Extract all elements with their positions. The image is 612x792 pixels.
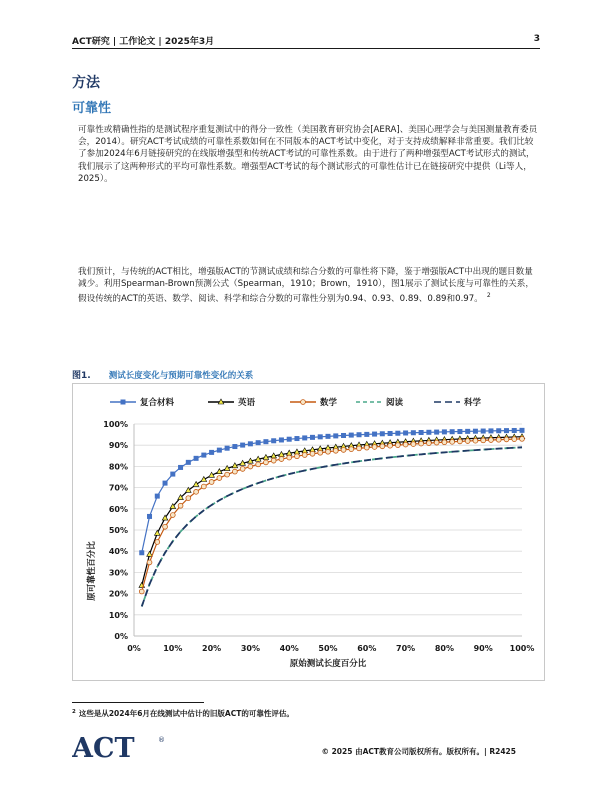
data-point xyxy=(271,438,276,443)
data-point xyxy=(248,441,253,446)
logo-text: ACT xyxy=(72,733,135,764)
header-rule xyxy=(72,48,540,49)
footnote xyxy=(72,708,294,719)
data-point xyxy=(372,432,377,437)
data-point xyxy=(403,442,408,447)
data-point xyxy=(310,451,315,456)
x-tick-label: 50% xyxy=(318,644,338,653)
y-tick-label: 70% xyxy=(108,483,128,493)
x-tick-label: 30% xyxy=(240,644,260,653)
data-point xyxy=(170,513,175,518)
data-point xyxy=(302,435,307,440)
data-point xyxy=(232,444,237,449)
data-point xyxy=(520,436,525,441)
data-point xyxy=(411,442,416,447)
figure-title: 测试长度变化与预期可靠性变化的关系 xyxy=(108,371,254,381)
data-point xyxy=(349,433,354,438)
data-point xyxy=(209,480,214,485)
data-point xyxy=(426,430,431,435)
data-point xyxy=(194,456,199,461)
data-point xyxy=(388,431,393,436)
data-point xyxy=(473,438,478,443)
data-point xyxy=(457,429,462,434)
data-point xyxy=(504,437,509,442)
data-point xyxy=(504,428,509,433)
data-point xyxy=(302,453,307,458)
data-point xyxy=(395,443,400,448)
data-point xyxy=(139,589,144,594)
data-point xyxy=(496,428,501,433)
data-point xyxy=(155,494,160,499)
data-point xyxy=(147,514,152,519)
reliability-chart xyxy=(72,383,545,681)
y-tick-label: 50% xyxy=(108,526,128,535)
data-point xyxy=(364,445,369,450)
data-point xyxy=(155,540,160,545)
data-point xyxy=(458,439,463,444)
data-point xyxy=(419,430,424,435)
data-point xyxy=(364,432,369,437)
y-tick-label: 60% xyxy=(108,504,128,514)
legend-marker xyxy=(301,400,306,405)
copyright: © 2025 由ACT教育公司版权所有。版权所有。| R2425 xyxy=(321,747,516,756)
data-point xyxy=(512,428,517,433)
data-point xyxy=(380,431,385,436)
data-point xyxy=(139,550,144,555)
logo-registered-mark: ® xyxy=(158,736,165,744)
x-tick-label: 10% xyxy=(163,644,183,653)
paragraph-reliability: 可靠性或精确性指的是测试程序重复测试中的得分一致性（美国教育研究协会[AERA]、美国心理学会与美国测量教育委员会，2014）。研究ACT考试成绩的可靠性系数如何在不同版本的ACT考试中变化，对于支持成绩解释非常重要。我们比较了参加2024年6月链接研究的在线版增强型和传统ACT考试的可靠性系数。由于进行了两种增强型ACT考试形式的测试，我们展示了这两种形式的平均可靠性系数。增强型ACT考试的每个测试形式的可靠性估计已在链接研究中提供（Li等人，2025）。 xyxy=(78,125,538,184)
data-point xyxy=(388,443,393,448)
figure-label: 图1. xyxy=(72,371,91,381)
data-point xyxy=(163,481,168,486)
data-point xyxy=(186,460,191,465)
data-point xyxy=(450,439,455,444)
x-tick-label: 40% xyxy=(279,644,299,653)
data-point xyxy=(512,437,517,442)
data-point xyxy=(263,439,268,444)
x-tick-label: 20% xyxy=(202,644,222,653)
footnote-ref: 2 xyxy=(486,292,491,300)
data-point xyxy=(178,503,183,508)
data-point xyxy=(489,438,494,443)
x-tick-label: 80% xyxy=(434,644,454,653)
y-tick-label: 30% xyxy=(108,568,128,578)
data-point xyxy=(434,430,439,435)
x-axis-label: 原始测试长度百分比 xyxy=(289,659,367,669)
data-point xyxy=(232,469,237,474)
data-point xyxy=(403,430,408,435)
footnote-number: 2 xyxy=(72,708,76,715)
data-point xyxy=(256,440,261,445)
data-point xyxy=(473,429,478,434)
data-point xyxy=(333,448,338,453)
data-point xyxy=(194,489,199,494)
footnote-rule xyxy=(72,702,204,703)
paragraph-prediction-text: 我们预计，与传统的ACT相比，增强版ACT的节测试成绩和综合分数的可靠性将下降，鉴于增强版ACT中出现的题目数量减少。利用Spearman-Brown预测公式（Spearman，1910；Brown，1910），图1展示了测试长度与可靠性的关系，假设传统的ACT的英语、数学、阅读、科学和综合分数的可靠性分别为0.94、0.93、0.89、0.89和0.97。 xyxy=(78,267,534,305)
data-point xyxy=(411,430,416,435)
y-tick-label: 80% xyxy=(108,462,128,472)
data-point xyxy=(201,453,206,458)
legend-label: 科学 xyxy=(464,398,482,408)
data-point xyxy=(225,446,230,451)
x-tick-label: 70% xyxy=(396,644,416,653)
data-point xyxy=(248,464,253,469)
data-point xyxy=(481,429,486,434)
data-point xyxy=(147,560,152,565)
data-point xyxy=(481,438,486,443)
y-tick-label: 20% xyxy=(108,589,128,599)
running-header xyxy=(72,34,540,47)
data-point xyxy=(287,437,292,442)
data-point xyxy=(170,472,175,477)
data-point xyxy=(217,448,222,453)
data-point xyxy=(225,472,230,477)
data-point xyxy=(256,462,261,467)
data-point xyxy=(341,433,346,438)
subsection-title: 可靠性 xyxy=(72,101,112,116)
legend-label: 数学 xyxy=(320,398,338,408)
y-tick-label: 40% xyxy=(108,547,128,557)
y-tick-label: 100% xyxy=(103,420,128,429)
data-point xyxy=(287,455,292,460)
footnote-text: 这些是从2024年6月在线测试中估计的旧版ACT的可靠性评估。 xyxy=(78,709,294,718)
data-point xyxy=(465,439,470,444)
data-point xyxy=(279,437,284,442)
act-logo xyxy=(72,730,172,764)
legend-label: 英语 xyxy=(238,398,256,408)
data-point xyxy=(488,428,493,433)
data-point xyxy=(201,484,206,489)
data-point xyxy=(357,432,362,437)
y-tick-label: 10% xyxy=(108,610,128,620)
x-tick-label: 90% xyxy=(473,644,493,653)
data-point xyxy=(426,441,431,446)
data-point xyxy=(209,450,214,455)
data-point xyxy=(271,458,276,463)
y-axis-label: 原可靠性百分比 xyxy=(87,541,97,601)
paragraph-prediction xyxy=(78,266,540,305)
legend-label: 阅读 xyxy=(386,398,404,408)
data-point xyxy=(310,435,315,440)
data-point xyxy=(419,441,424,446)
legend-label: 复合材料 xyxy=(140,398,175,408)
x-tick-label: 60% xyxy=(357,644,377,653)
data-point xyxy=(434,440,439,445)
data-point xyxy=(264,460,269,465)
data-point xyxy=(217,476,222,481)
data-point xyxy=(496,437,501,442)
header-title: ACT研究 | 工作论文 | 2025年3月 xyxy=(72,37,215,47)
data-point xyxy=(178,465,183,470)
data-point xyxy=(279,457,284,462)
data-point xyxy=(333,433,338,438)
data-point xyxy=(442,429,447,434)
data-point xyxy=(380,444,385,449)
x-tick-label: 0% xyxy=(127,644,141,653)
legend-marker xyxy=(121,400,126,405)
data-point xyxy=(318,434,323,439)
data-point xyxy=(294,436,299,441)
page-number: 3 xyxy=(533,34,540,44)
data-point xyxy=(442,440,447,445)
data-point xyxy=(520,428,525,433)
data-point xyxy=(357,446,362,451)
data-point xyxy=(240,443,245,448)
section-title: 方法 xyxy=(72,75,100,91)
data-point xyxy=(349,447,354,452)
data-point xyxy=(326,449,331,454)
data-point xyxy=(240,467,245,472)
figure-caption xyxy=(72,368,253,381)
data-point xyxy=(318,450,323,455)
y-tick-label: 90% xyxy=(108,441,128,451)
data-point xyxy=(186,496,191,501)
data-point xyxy=(395,431,400,436)
x-tick-label: 100% xyxy=(509,644,535,653)
data-point xyxy=(295,454,300,459)
data-point xyxy=(465,429,470,434)
data-point xyxy=(341,448,346,453)
data-point xyxy=(163,524,168,529)
data-point xyxy=(450,429,455,434)
y-tick-label: 0% xyxy=(114,632,128,641)
data-point xyxy=(326,434,331,439)
data-point xyxy=(372,445,377,450)
